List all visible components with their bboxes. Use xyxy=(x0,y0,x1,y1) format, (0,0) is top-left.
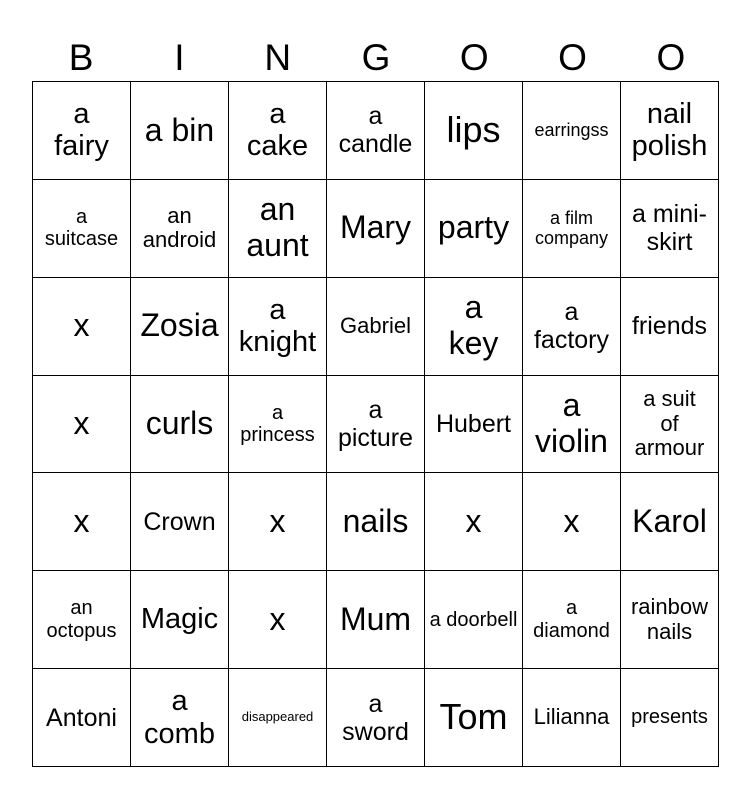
header-letter: O xyxy=(558,36,587,78)
bingo-cell: a violin xyxy=(523,376,621,474)
bingo-cell: a knight xyxy=(229,278,327,376)
header-letter: O xyxy=(459,36,489,78)
bingo-cell: a comb xyxy=(131,669,229,767)
bingo-cell: an android xyxy=(131,180,229,278)
bingo-cell: earringss xyxy=(523,82,621,180)
bingo-header xyxy=(32,34,720,80)
bingo-cell: Lilianna xyxy=(523,669,621,767)
bingo-cell: rainbow nails xyxy=(621,571,719,669)
bingo-cell: x xyxy=(33,278,131,376)
bingo-cell: a bin xyxy=(131,82,229,180)
bingo-cell: Magic xyxy=(131,571,229,669)
bingo-cell: a princess xyxy=(229,376,327,474)
bingo-cell: Zosia xyxy=(131,278,229,376)
bingo-cell: x xyxy=(33,376,131,474)
bingo-cell: x xyxy=(229,571,327,669)
bingo-cell: a fairy xyxy=(33,82,131,180)
bingo-cell: a suit of armour xyxy=(621,376,719,474)
bingo-cell: a factory xyxy=(523,278,621,376)
bingo-cell: x xyxy=(33,473,131,571)
bingo-cell: a sword xyxy=(327,669,425,767)
bingo-cell: x xyxy=(523,473,621,571)
bingo-cell: disappeared xyxy=(229,669,327,767)
bingo-cell: Mary xyxy=(327,180,425,278)
bingo-cell: Gabriel xyxy=(327,278,425,376)
bingo-cell: nails xyxy=(327,473,425,571)
bingo-cell: curls xyxy=(131,376,229,474)
bingo-cell: Antoni xyxy=(33,669,131,767)
bingo-cell: presents xyxy=(621,669,719,767)
bingo-cell: a key xyxy=(425,278,523,376)
bingo-cell: party xyxy=(425,180,523,278)
bingo-cell: a cake xyxy=(229,82,327,180)
header-letter: O xyxy=(656,36,686,78)
bingo-cell: Crown xyxy=(131,473,229,571)
bingo-cell: a diamond xyxy=(523,571,621,669)
bingo-cell: x xyxy=(425,473,523,571)
bingo-cell: lips xyxy=(425,82,523,180)
bingo-cell: Hubert xyxy=(425,376,523,474)
bingo-cell: a suitcase xyxy=(33,180,131,278)
header-letter: I xyxy=(174,36,185,78)
bingo-cell: a picture xyxy=(327,376,425,474)
bingo-cell: a mini-skirt xyxy=(621,180,719,278)
bingo-cell: Karol xyxy=(621,473,719,571)
bingo-cell: nail polish xyxy=(621,82,719,180)
bingo-cell: friends xyxy=(621,278,719,376)
bingo-grid xyxy=(32,81,719,767)
bingo-cell: an aunt xyxy=(229,180,327,278)
bingo-cell: x xyxy=(229,473,327,571)
bingo-cell: a candle xyxy=(327,82,425,180)
header-letter: B xyxy=(68,36,94,78)
bingo-cell: an octopus xyxy=(33,571,131,669)
bingo-cell: a doorbell xyxy=(425,571,523,669)
header-letter: G xyxy=(361,36,391,78)
bingo-cell: Mum xyxy=(327,571,425,669)
bingo-cell: a film company xyxy=(523,180,621,278)
header-letter: N xyxy=(264,36,292,78)
bingo-cell: Tom xyxy=(425,669,523,767)
